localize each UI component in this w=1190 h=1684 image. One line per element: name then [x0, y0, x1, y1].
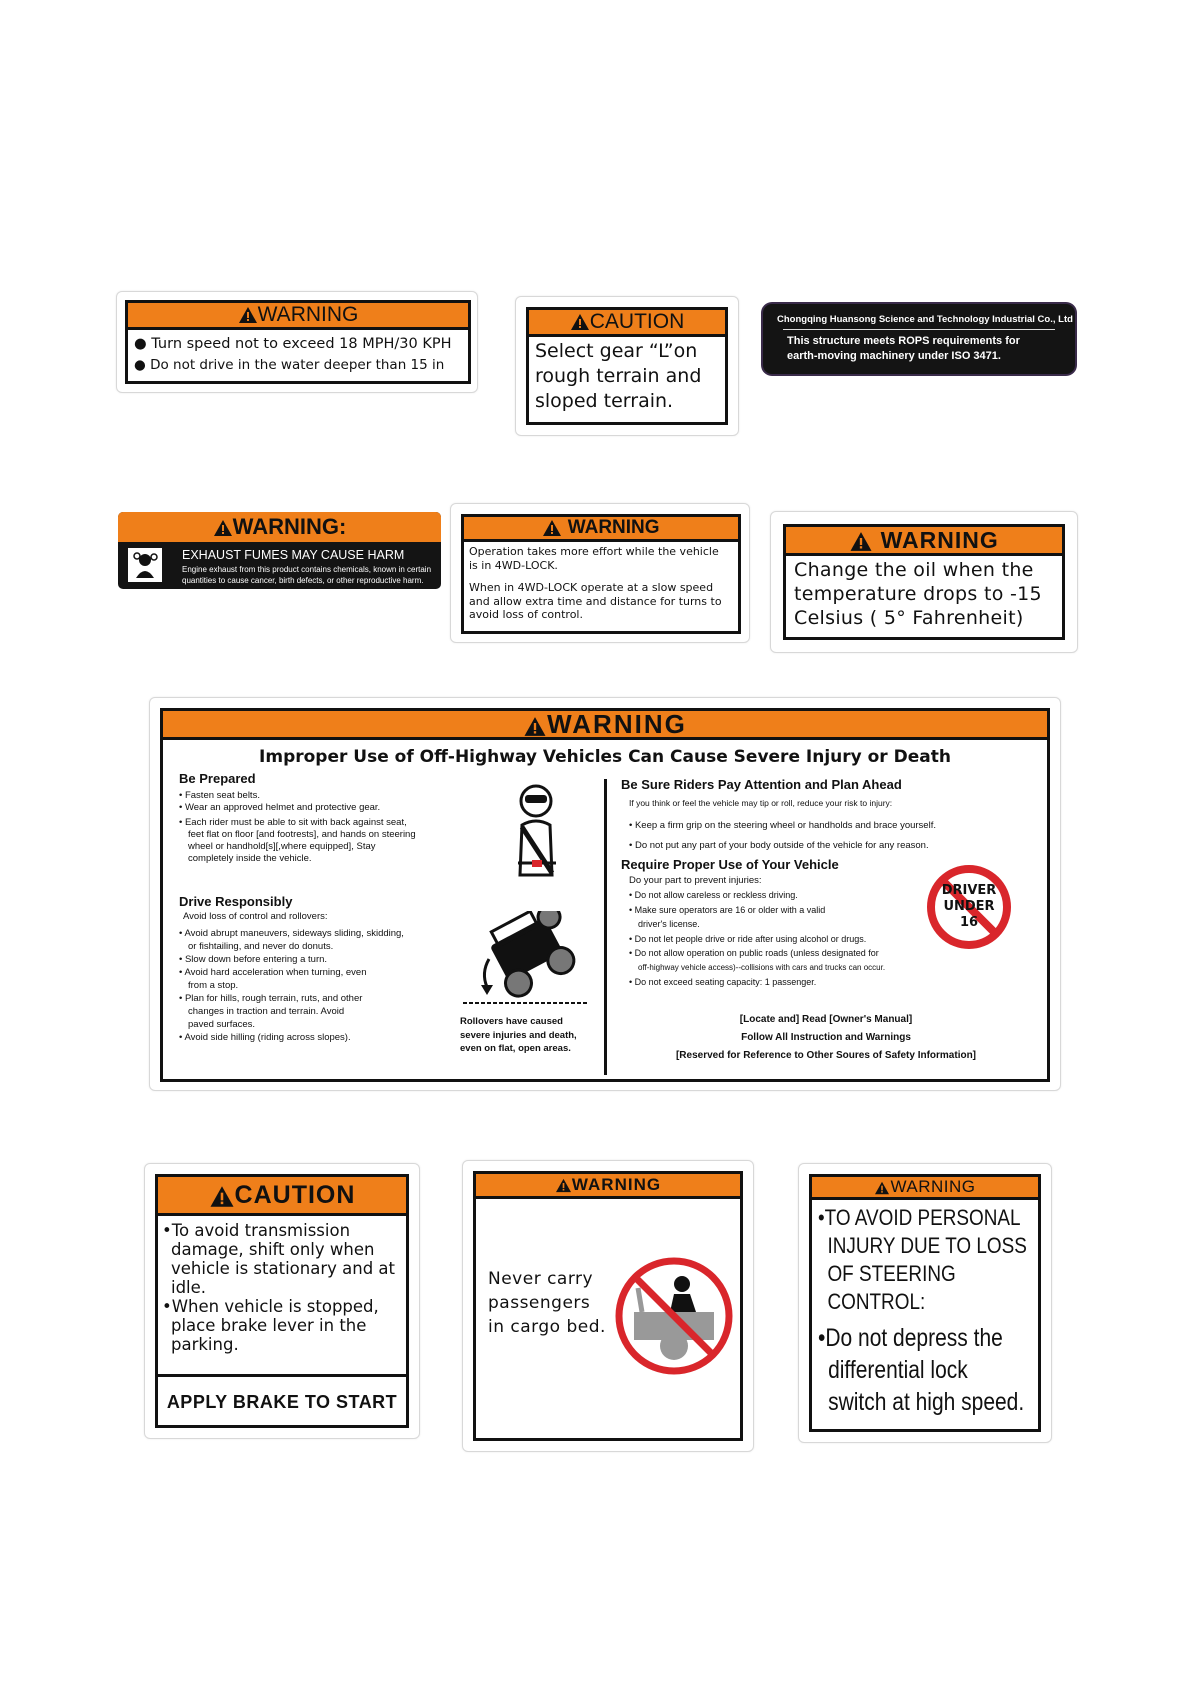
section-drive-responsibly: [179, 894, 404, 1044]
list-item: paved surfaces.: [188, 1019, 256, 1030]
warning-line: ● Turn speed not to exceed 18 MPH/30 KPH: [134, 336, 452, 352]
caution-line: rough terrain and: [535, 365, 702, 387]
oil-line: Change the oil when the: [794, 559, 1034, 581]
warning-label-speed: [125, 300, 471, 384]
caution-line: sloped terrain.: [535, 390, 674, 412]
list-item: • Do not let people drive or ride after using alcohol or drugs.: [629, 933, 867, 944]
paragraph-line: When in 4WD-LOCK operate at a slow speed: [469, 581, 714, 594]
caution-label-gear: [526, 307, 728, 425]
list-item: • Do not allow careless or reckless driving.: [629, 890, 798, 900]
caution-line: damage, shift only when: [171, 1240, 375, 1259]
list-item: • Wear an approved helmet and protective gear.: [179, 802, 381, 813]
section-heading: Be Prepared: [179, 771, 256, 786]
warning-triangle-icon: [238, 306, 258, 324]
caution-header: CAUTION: [529, 310, 725, 337]
list-item: feet flat on floor [and footrests], and hands on steering: [188, 829, 416, 840]
section-subheading: Avoid loss of control and rollovers:: [183, 911, 328, 922]
warning-label-4wd: [461, 514, 741, 634]
list-item: • Slow down before entering a turn.: [179, 954, 328, 965]
warning-label-cargo: [473, 1171, 743, 1441]
warning-header: WARNING: [786, 527, 1062, 556]
warning-label-steering-card: [798, 1163, 1052, 1443]
caution-line: idle.: [171, 1278, 207, 1297]
oil-line: temperature drops to -15: [794, 583, 1042, 605]
list-item: or fishtailing, and never do donuts.: [188, 941, 334, 952]
section-heading: Drive Responsibly: [179, 894, 293, 909]
big-warning-label: [160, 708, 1050, 1082]
rops-plate: [763, 304, 1075, 374]
caution-line: •When vehicle is stopped,: [162, 1297, 379, 1316]
section-subheading: Do your part to prevent injuries:: [629, 875, 762, 886]
section-proper-use: [621, 857, 885, 990]
big-warning-title: Improper Use of Off-Highway Vehicles Can Cause Severe Injury or Death: [259, 747, 951, 767]
rops-text-1: This structure meets ROPS requirements for: [787, 335, 1020, 347]
warning-label-cargo-card: [462, 1160, 754, 1452]
apply-brake-footer: APPLY BRAKE TO START: [158, 1374, 406, 1427]
section-heading: Require Proper Use of Your Vehicle: [621, 857, 839, 872]
list-item: • Do not exceed seating capacity: 1 passenger.: [629, 977, 817, 987]
warning-triangle-icon: [874, 1181, 890, 1195]
exhaust-text-2: quantities to cause cancer, birth defects, or other reproductive harm.: [182, 576, 424, 585]
exhaust-header: WARNING:: [118, 512, 441, 542]
list-item: driver's license.: [638, 919, 700, 929]
list-item: completely inside the vehicle.: [188, 853, 312, 864]
warning-header: WARNING: [464, 517, 738, 542]
big-warning-header: WARNING: [163, 711, 1047, 740]
warning-header: [128, 303, 468, 330]
warning-header-text: WARNING: [257, 303, 359, 326]
list-item: • Fasten seat belts.: [179, 790, 260, 801]
list-item: changes in traction and terrain. Avoid: [188, 1006, 345, 1017]
rops-company: Chongqing Huansong Science and Technology Industrial Co., Ltd: [777, 314, 1073, 325]
paragraph-line: Operation takes more effort while the vehicle: [469, 545, 719, 558]
warning-label-steering: [809, 1174, 1041, 1432]
caution-header: CAUTION: [158, 1177, 406, 1216]
exhaust-icon: [128, 548, 162, 582]
list-item: • Avoid hard acceleration when turning, even: [179, 967, 367, 978]
section-pay-attention: [621, 777, 936, 856]
paragraph-line: is in 4WD-LOCK.: [469, 558, 558, 572]
rops-text-2: earth-moving machinery under ISO 3471.: [787, 350, 1001, 362]
oil-line: Celsius ( 5° Fahrenheit): [794, 607, 1024, 629]
warning-line: ● Do not drive in the water deeper than 15 in: [134, 357, 445, 373]
warning-header: WARNING: [476, 1174, 740, 1199]
list-item: • Do not put any part of your body outside of the vehicle for any reason.: [629, 840, 929, 851]
warning-label-oil-card: [770, 511, 1078, 653]
caution-line: place brake lever in the: [171, 1316, 367, 1335]
list-item: • Each rider must be able to sit with back against seat,: [179, 817, 407, 828]
exhaust-warning-label: [118, 512, 441, 589]
list-item: • Make sure operators are 16 or older with a valid: [629, 904, 826, 915]
list-item: • Do not allow operation on public roads (unless designated for: [629, 948, 879, 958]
warning-label-speed-card: [116, 291, 478, 393]
column-divider: [604, 779, 607, 1075]
paragraph-line: and allow extra time and distance for turns to: [469, 594, 722, 608]
caution-label-transmission-card: [144, 1163, 420, 1439]
list-item: • Plan for hills, rough terrain, ruts, and other: [179, 993, 363, 1004]
rollover-vehicle-icon: [461, 911, 591, 1011]
warning-triangle-icon: [523, 716, 547, 737]
exhaust-text-1: Engine exhaust from this product contains chemicals, known in certain: [182, 565, 432, 574]
warning-triangle-icon: [849, 531, 873, 552]
list-item: from a stop.: [188, 980, 239, 991]
warning-header: WARNING: [812, 1177, 1038, 1200]
cargo-text: Never carry passengers in cargo bed.: [488, 1269, 606, 1337]
caution-line: •To avoid transmission: [162, 1221, 351, 1240]
list-item: • Avoid side hilling (riding across slopes).: [179, 1032, 351, 1043]
rops-divider: [783, 329, 1055, 330]
big-warning-card: [149, 697, 1061, 1091]
caution-label-transmission: [155, 1174, 409, 1428]
big-warning-footer: [Locate and] Read [Owner's Manual] Follow All Instruction and Warnings [Reserved for Reference to Other Soures of Safety Information]: [675, 1014, 977, 1061]
no-passengers-cargo-icon: [612, 1254, 736, 1378]
section-subheading: If you think or feel the vehicle may tip or roll, reduce your risk to injury:: [629, 798, 893, 808]
warning-triangle-icon: [213, 519, 233, 537]
caution-line: parking.: [171, 1335, 239, 1354]
driver-under-16-badge: DRIVER UNDER 16: [925, 863, 1013, 951]
warning-triangle-icon: [570, 313, 590, 331]
list-item: off-highway vehicle access)--collisions with cars and trucks can occur.: [638, 962, 886, 972]
caution-line: Select gear “L”on: [535, 340, 698, 362]
steering-text: •TO AVOID PERSONAL INJURY DUE TO LOSS OF STEERING CONTROL: •Do not depress the differential lock switch at high speed.: [818, 1205, 1027, 1416]
paragraph-line: avoid loss of control.: [469, 608, 583, 621]
list-item: wheel or handhold[s][,where equipped], Stay: [188, 841, 376, 852]
list-item: • Avoid abrupt maneuvers, sideways sliding, skidding,: [179, 928, 404, 939]
warning-label-4wd-card: [450, 503, 750, 643]
list-item: • Keep a firm grip on the steering wheel or handholds and brace yourself.: [629, 820, 936, 831]
rollover-caption: Rollovers have caused severe injuries and death, even on flat, open areas.: [460, 1016, 577, 1054]
section-heading: Be Sure Riders Pay Attention and Plan Ahead: [621, 777, 902, 792]
exhaust-title: EXHAUST FUMES MAY CAUSE HARM: [182, 548, 405, 562]
warning-triangle-icon: [555, 1178, 572, 1193]
caution-line: vehicle is stationary and at: [171, 1259, 395, 1278]
warning-triangle-icon: [542, 519, 562, 537]
warning-triangle-icon: [209, 1185, 235, 1208]
warning-label-oil: [783, 524, 1065, 640]
caution-label-gear-card: [515, 296, 739, 436]
seatbelt-helmet-icon: [508, 783, 568, 885]
section-be-prepared: [179, 771, 416, 865]
